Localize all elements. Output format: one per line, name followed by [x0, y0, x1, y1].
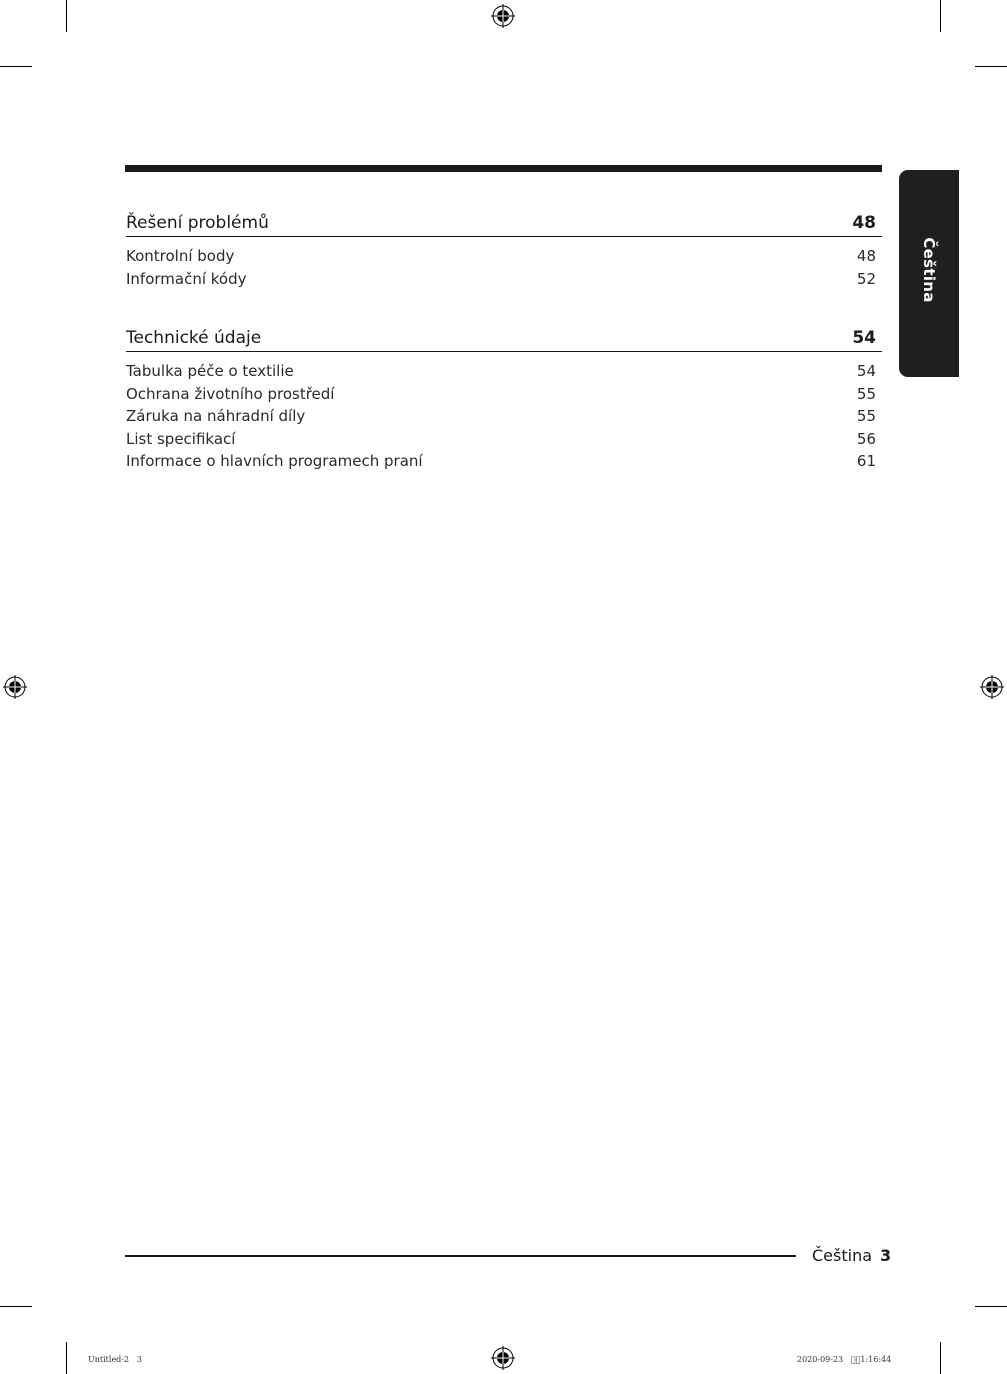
toc-entry: [126, 268, 882, 291]
footer-page-number: 3: [880, 1246, 892, 1265]
language-tab: [899, 170, 959, 377]
crop-mark: [0, 1306, 32, 1307]
toc-entry-list: [126, 360, 882, 473]
crop-mark: [66, 1342, 67, 1374]
toc-section-title: Řešení problémů: [126, 213, 269, 233]
registration-mark-icon: [980, 675, 1004, 699]
toc-section: [126, 210, 882, 290]
toc-entry-label: Ochrana životního prostředí: [126, 384, 335, 403]
toc-section-page: 48: [852, 213, 876, 233]
toc-entry-page: 48: [856, 247, 876, 265]
toc-entry-page: 52: [856, 269, 876, 288]
registration-mark-icon: [3, 675, 27, 699]
footer-language: Čeština: [812, 1246, 873, 1265]
footer-rule: [125, 1255, 796, 1257]
toc-entry-page: 56: [856, 429, 876, 448]
toc-entry-label: Informace o hlavních programech praní: [126, 452, 423, 470]
crop-mark: [0, 66, 32, 67]
toc-entry-list: [126, 245, 882, 290]
registration-mark-icon: [491, 4, 515, 28]
crop-mark: [975, 1306, 1007, 1307]
toc-entry-label: List specifikací: [126, 429, 236, 448]
crop-mark: [975, 66, 1007, 67]
toc-entry: [126, 383, 882, 406]
toc-entry: [126, 428, 882, 451]
toc-section-heading: [126, 325, 882, 352]
crop-mark: [66, 0, 67, 32]
language-tab-label: Čeština: [920, 237, 938, 303]
toc-entry-page: 61: [856, 452, 876, 470]
toc-entry: [126, 405, 882, 428]
toc-entry-label: Tabulka péče o textilie: [126, 362, 294, 380]
toc-entry-page: 55: [856, 384, 876, 403]
toc-entry: [126, 360, 882, 383]
toc-section-page: 54: [852, 328, 876, 348]
toc-entry-label: Informační kódy: [126, 269, 247, 288]
header-rule: [125, 165, 882, 172]
toc-section: [126, 325, 882, 473]
crop-mark: [940, 0, 941, 32]
toc-section-title: Technické údaje: [126, 328, 262, 348]
toc-entry-label: Záruka na náhradní díly: [126, 407, 306, 425]
print-slug-left: Untitled-2 3: [88, 1355, 142, 1364]
toc-entry-page: 55: [856, 407, 876, 425]
crop-mark: [940, 1342, 941, 1374]
toc-section-heading: [126, 210, 882, 237]
toc-entry: [126, 450, 882, 473]
toc-entry: [126, 245, 882, 268]
registration-mark-icon: [491, 1346, 515, 1370]
toc-entry-label: Kontrolní body: [126, 247, 235, 265]
print-slug-right: 2020-09-23 ￿￿1:16:44: [797, 1355, 892, 1364]
toc-entry-page: 54: [856, 362, 876, 380]
